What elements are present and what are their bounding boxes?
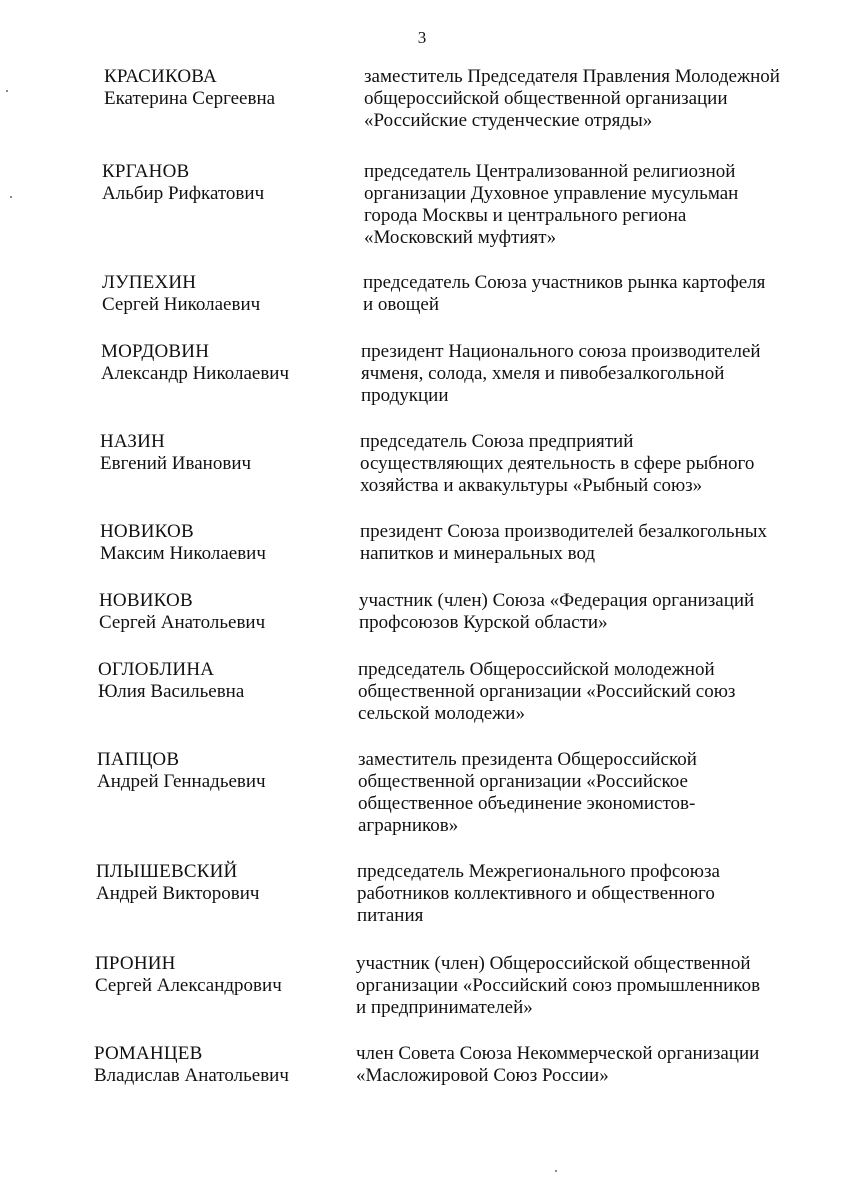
member-surname: ОГЛОБЛИНА xyxy=(98,659,215,680)
member-given-name: Максим Николаевич xyxy=(100,543,266,564)
member-name xyxy=(100,431,350,475)
role-line: «Российские студенческие отряды» xyxy=(364,110,653,131)
member-surname: ПРОНИН xyxy=(95,953,176,974)
member-name xyxy=(101,341,351,385)
member-role xyxy=(358,749,803,837)
member-given-name: Андрей Геннадьевич xyxy=(97,771,266,792)
role-line: хозяйства и аквакультуры «Рыбный союз» xyxy=(360,475,703,496)
role-line: продукции xyxy=(361,385,449,406)
role-line: организации «Российский союз промышленников xyxy=(356,975,761,996)
role-line: работников коллективного и общественного xyxy=(357,883,715,904)
member-given-name: Сергей Николаевич xyxy=(102,294,261,315)
role-line: напитков и минеральных вод xyxy=(360,543,596,564)
scan-speck xyxy=(10,196,12,198)
role-line: города Москвы и центрального региона xyxy=(364,205,687,226)
role-line: председатель Союза предприятий xyxy=(360,431,634,452)
role-line: президент Национального союза производителей xyxy=(361,341,761,362)
member-role xyxy=(360,431,805,497)
member-given-name: Андрей Викторович xyxy=(96,883,260,904)
role-line: заместитель президента Общероссийской xyxy=(358,749,697,770)
role-line: президент Союза производителей безалкогольных xyxy=(360,521,768,542)
role-line: общественное объединение экономистов- xyxy=(358,793,696,814)
role-line: и овощей xyxy=(363,294,439,315)
member-given-name: Юлия Васильевна xyxy=(98,681,245,702)
member-role xyxy=(364,66,809,132)
member-surname: НОВИКОВ xyxy=(100,521,194,542)
member-surname: РОМАНЦЕВ xyxy=(94,1043,203,1064)
role-line: «Московский муфтият» xyxy=(364,227,557,248)
role-line: профсоюзов Курской области» xyxy=(359,612,608,633)
role-line: осуществляющих деятельность в сфере рыбного xyxy=(360,453,755,474)
member-role xyxy=(356,953,801,1019)
role-line: участник (член) Союза «Федерация организаций xyxy=(359,590,755,611)
role-line: сельской молодежи» xyxy=(358,703,525,724)
role-line: и предпринимателей» xyxy=(356,997,533,1018)
member-given-name: Евгений Иванович xyxy=(100,453,252,474)
role-line: заместитель Председателя Правления Молодежной xyxy=(364,66,780,87)
member-given-name: Владислав Анатольевич xyxy=(94,1065,289,1086)
role-line: ячменя, солода, хмеля и пивобезалкогольной xyxy=(361,363,725,384)
member-role xyxy=(359,590,804,634)
member-given-name: Сергей Анатольевич xyxy=(99,612,266,633)
member-surname: МОРДОВИН xyxy=(101,341,210,362)
member-given-name: Альбир Рифкатович xyxy=(102,183,265,204)
role-line: председатель Общероссийской молодежной xyxy=(358,659,715,680)
role-line: председатель Централизованной религиозной xyxy=(364,161,736,182)
member-name xyxy=(104,66,354,110)
role-line: председатель Межрегионального профсоюза xyxy=(357,861,720,882)
member-name xyxy=(97,749,347,793)
member-role xyxy=(357,861,802,927)
member-name xyxy=(96,861,346,905)
member-surname: ПЛЫШЕВСКИЙ xyxy=(96,861,238,882)
member-name xyxy=(95,953,345,997)
role-line: участник (член) Общероссийской общественной xyxy=(356,953,751,974)
scan-speck xyxy=(555,1170,557,1172)
member-name xyxy=(99,590,349,634)
member-surname: КРАСИКОВА xyxy=(104,66,217,87)
role-line: председатель Союза участников рынка картофеля xyxy=(363,272,766,293)
member-role xyxy=(364,161,809,249)
scan-speck xyxy=(6,90,8,92)
role-line: «Масложировой Союз России» xyxy=(356,1065,609,1086)
member-role xyxy=(358,659,803,725)
member-role xyxy=(363,272,808,316)
member-name xyxy=(100,521,350,565)
member-given-name: Екатерина Сергеевна xyxy=(104,88,276,109)
member-surname: ПАПЦОВ xyxy=(97,749,180,770)
member-role xyxy=(361,341,806,407)
role-line: питания xyxy=(357,905,424,926)
role-line: общественной организации «Российский союз xyxy=(358,681,736,702)
role-line: организации Духовное управление мусульман xyxy=(364,183,739,204)
member-role xyxy=(360,521,805,565)
member-surname: НОВИКОВ xyxy=(99,590,193,611)
role-line: член Совета Союза Некоммерческой организации xyxy=(356,1043,760,1064)
role-line: общероссийской общественной организации xyxy=(364,88,728,109)
role-line: аграрников» xyxy=(358,815,459,836)
member-given-name: Александр Николаевич xyxy=(101,363,290,384)
member-name xyxy=(98,659,348,703)
member-role xyxy=(356,1043,801,1087)
member-surname: ЛУПЕХИН xyxy=(102,272,197,293)
member-surname: НАЗИН xyxy=(100,431,165,452)
member-name xyxy=(102,161,352,205)
member-name xyxy=(102,272,352,316)
member-given-name: Сергей Александрович xyxy=(95,975,282,996)
member-name xyxy=(94,1043,344,1087)
role-line: общественной организации «Российское xyxy=(358,771,688,792)
member-surname: КРГАНОВ xyxy=(102,161,190,182)
page-number: 3 xyxy=(417,28,427,47)
